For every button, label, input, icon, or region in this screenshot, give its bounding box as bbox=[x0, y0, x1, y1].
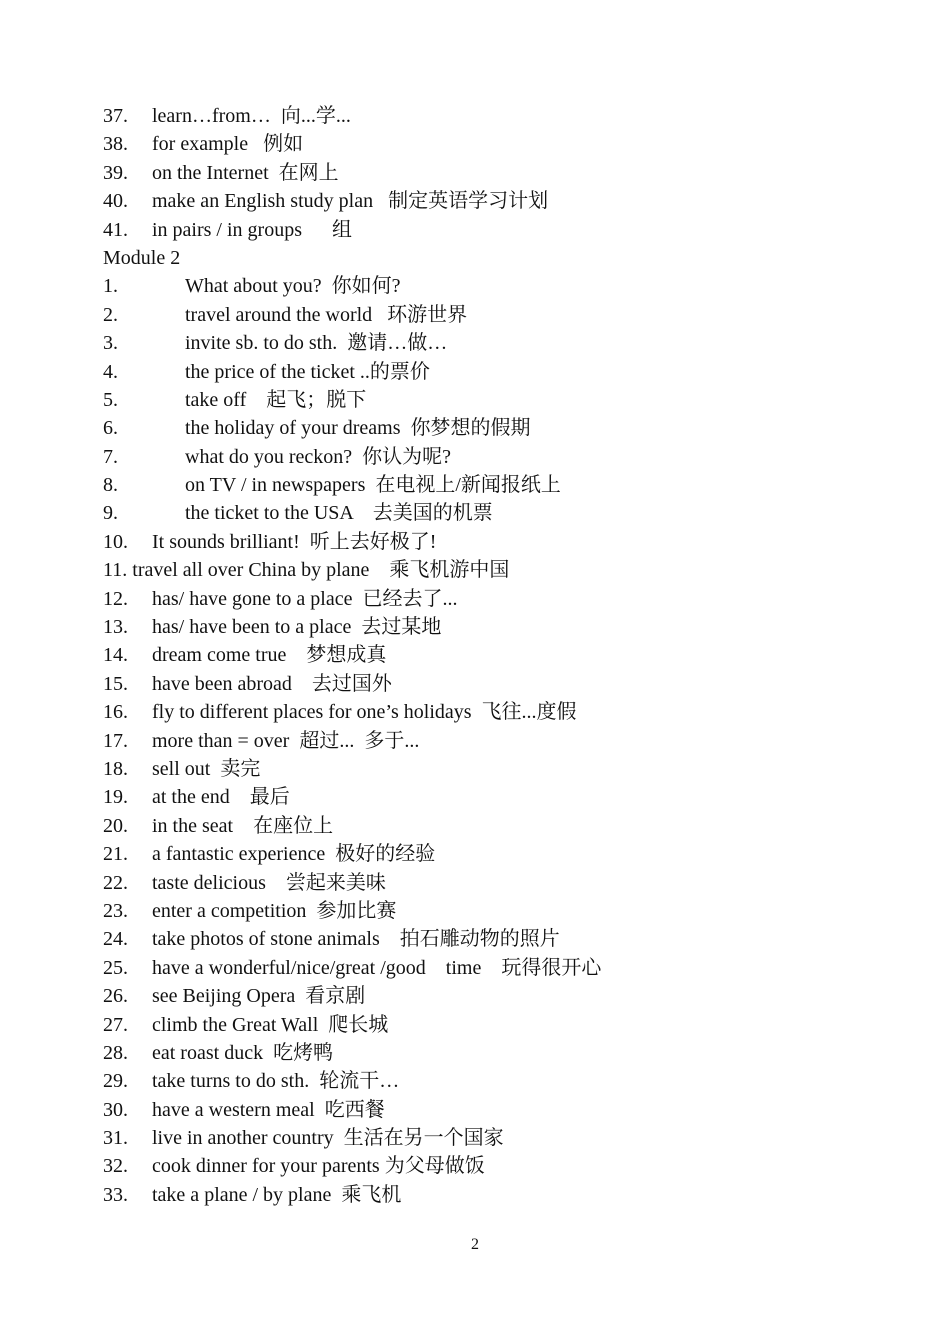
item-text: live in another country 生活在另一个国家 bbox=[152, 1127, 504, 1150]
item-number: 41. bbox=[103, 218, 128, 241]
list-item bbox=[103, 1124, 903, 1152]
list-item bbox=[103, 443, 903, 471]
list-item bbox=[103, 1096, 903, 1124]
list-item bbox=[103, 528, 903, 556]
item-text: climb the Great Wall 爬长城 bbox=[152, 1013, 389, 1036]
item-text: what do you reckon? 你认为呢? bbox=[185, 445, 452, 468]
item-number: 30. bbox=[103, 1098, 128, 1121]
item-number: 10. bbox=[103, 530, 128, 553]
item-text: more than = over 超过... 多于... bbox=[152, 729, 420, 752]
item-number: 12. bbox=[103, 587, 128, 610]
list-item bbox=[103, 727, 903, 755]
item-text: have a western meal 吃西餐 bbox=[152, 1098, 385, 1121]
item-number: 26. bbox=[103, 985, 128, 1008]
item-text: take photos of stone animals 拍石雕动物的照片 bbox=[152, 928, 560, 951]
list-item bbox=[103, 840, 903, 868]
item-number: 16. bbox=[103, 701, 128, 724]
item-number: 2. bbox=[103, 303, 118, 326]
item-number: 6. bbox=[103, 417, 118, 440]
item-text: take a plane / by plane 乘飞机 bbox=[152, 1183, 402, 1206]
item-text: fly to different places for one’s holidays 飞往...度假 bbox=[152, 701, 577, 724]
list-item bbox=[103, 159, 903, 187]
item-text: a fantastic experience 极好的经验 bbox=[152, 843, 436, 866]
list-item bbox=[103, 925, 903, 953]
item-text: learn…from… 向...学... bbox=[152, 105, 351, 127]
item-number: 31. bbox=[103, 1127, 128, 1150]
list-item bbox=[103, 755, 903, 783]
module-heading: Module 2 bbox=[103, 246, 181, 269]
item-number: 3. bbox=[103, 332, 118, 355]
item-number: 28. bbox=[103, 1041, 128, 1064]
list-item bbox=[103, 954, 903, 982]
list-item bbox=[103, 670, 903, 698]
list-item bbox=[103, 869, 903, 897]
item-number: 38. bbox=[103, 133, 128, 156]
item-text: the ticket to the USA 去美国的机票 bbox=[185, 502, 493, 525]
list-item bbox=[103, 641, 903, 669]
item-text: has/ have been to a place 去过某地 bbox=[152, 616, 442, 639]
list-item bbox=[103, 301, 903, 329]
item-text: at the end 最后 bbox=[152, 786, 290, 809]
item-text: enter a competition 参加比赛 bbox=[152, 899, 397, 922]
item-number: 17. bbox=[103, 729, 128, 752]
item-number: 21. bbox=[103, 843, 128, 866]
item-number: 29. bbox=[103, 1070, 128, 1093]
list-item bbox=[103, 897, 903, 925]
item-text: see Beijing Opera 看京剧 bbox=[152, 985, 366, 1008]
item-number: 37. bbox=[103, 105, 128, 127]
list-item bbox=[103, 982, 903, 1010]
item-text: take off 起飞；脱下 bbox=[185, 388, 367, 411]
item-number: 14. bbox=[103, 644, 128, 667]
list-item bbox=[103, 216, 903, 244]
item-text: cook dinner for your parents 为父母做饭 bbox=[152, 1155, 485, 1178]
item-text: for example 例如 bbox=[152, 133, 304, 156]
item-text: eat roast duck 吃烤鸭 bbox=[152, 1041, 334, 1064]
item-text: the holiday of your dreams 你梦想的假期 bbox=[185, 417, 531, 440]
item-text: take turns to do sth. 轮流干… bbox=[152, 1070, 400, 1093]
item-number: 22. bbox=[103, 871, 128, 894]
list-item bbox=[103, 358, 903, 386]
list-item bbox=[103, 187, 903, 215]
item-text: in pairs / in groups 组 bbox=[152, 218, 352, 241]
item-number: 20. bbox=[103, 814, 128, 837]
item-number: 23. bbox=[103, 899, 128, 922]
vocabulary-list bbox=[103, 102, 903, 1209]
item-number: 13. bbox=[103, 616, 128, 639]
item-text: have a wonderful/nice/great /good time 玩得很开心 bbox=[152, 956, 602, 979]
item-text: dream come true 梦想成真 bbox=[152, 644, 387, 667]
item-number: 4. bbox=[103, 360, 118, 383]
item-number: 19. bbox=[103, 786, 128, 809]
list-item bbox=[103, 386, 903, 414]
item-text: taste delicious 尝起来美味 bbox=[152, 871, 386, 894]
item-number: 40. bbox=[103, 190, 128, 213]
item-number: 1. bbox=[103, 275, 118, 298]
list-item bbox=[103, 585, 903, 613]
item-text: make an English study plan 制定英语学习计划 bbox=[152, 190, 549, 213]
list-item bbox=[103, 1067, 903, 1095]
item-text: invite sb. to do sth. 邀请…做… bbox=[185, 332, 448, 355]
item-text: in the seat 在座位上 bbox=[152, 814, 334, 837]
item-number: 9. bbox=[103, 502, 118, 525]
item-text: has/ have gone to a place 已经去了... bbox=[152, 587, 458, 610]
item-number: 5. bbox=[103, 388, 118, 411]
item-number: 8. bbox=[103, 474, 118, 497]
item-number: 15. bbox=[103, 672, 128, 695]
list-item: 11. travel all over China by plane 乘飞机游中国 bbox=[103, 559, 510, 582]
item-number: 27. bbox=[103, 1013, 128, 1036]
item-number: 18. bbox=[103, 757, 128, 780]
list-item bbox=[103, 1011, 903, 1039]
list-item bbox=[103, 1181, 903, 1209]
item-text: on TV / in newspapers 在电视上/新闻报纸上 bbox=[185, 474, 561, 497]
list-item bbox=[103, 414, 903, 442]
list-item bbox=[103, 698, 903, 726]
page-number: 2 bbox=[471, 1236, 479, 1253]
list-item bbox=[103, 130, 903, 158]
item-text: It sounds brilliant! 听上去好极了! bbox=[152, 530, 437, 553]
list-item bbox=[103, 329, 903, 357]
item-text: on the Internet 在网上 bbox=[152, 161, 339, 184]
item-number: 24. bbox=[103, 928, 128, 951]
list-item bbox=[103, 471, 903, 499]
item-number: 33. bbox=[103, 1183, 128, 1206]
item-text: have been abroad 去过国外 bbox=[152, 672, 392, 695]
item-number: 25. bbox=[103, 956, 128, 979]
list-item bbox=[103, 613, 903, 641]
item-text: sell out 卖完 bbox=[152, 757, 261, 780]
list-item bbox=[103, 783, 903, 811]
list-item bbox=[103, 1039, 903, 1067]
list-item bbox=[103, 499, 903, 527]
item-number: 32. bbox=[103, 1155, 128, 1178]
list-item bbox=[103, 102, 903, 130]
item-number: 7. bbox=[103, 445, 118, 468]
item-text: travel around the world 环游世界 bbox=[185, 303, 468, 326]
item-text: What about you? 你如何? bbox=[185, 275, 401, 298]
list-item bbox=[103, 1152, 903, 1180]
item-number: 39. bbox=[103, 161, 128, 184]
list-item bbox=[103, 272, 903, 300]
list-item bbox=[103, 812, 903, 840]
item-text: the price of the ticket ..的票价 bbox=[185, 360, 430, 383]
